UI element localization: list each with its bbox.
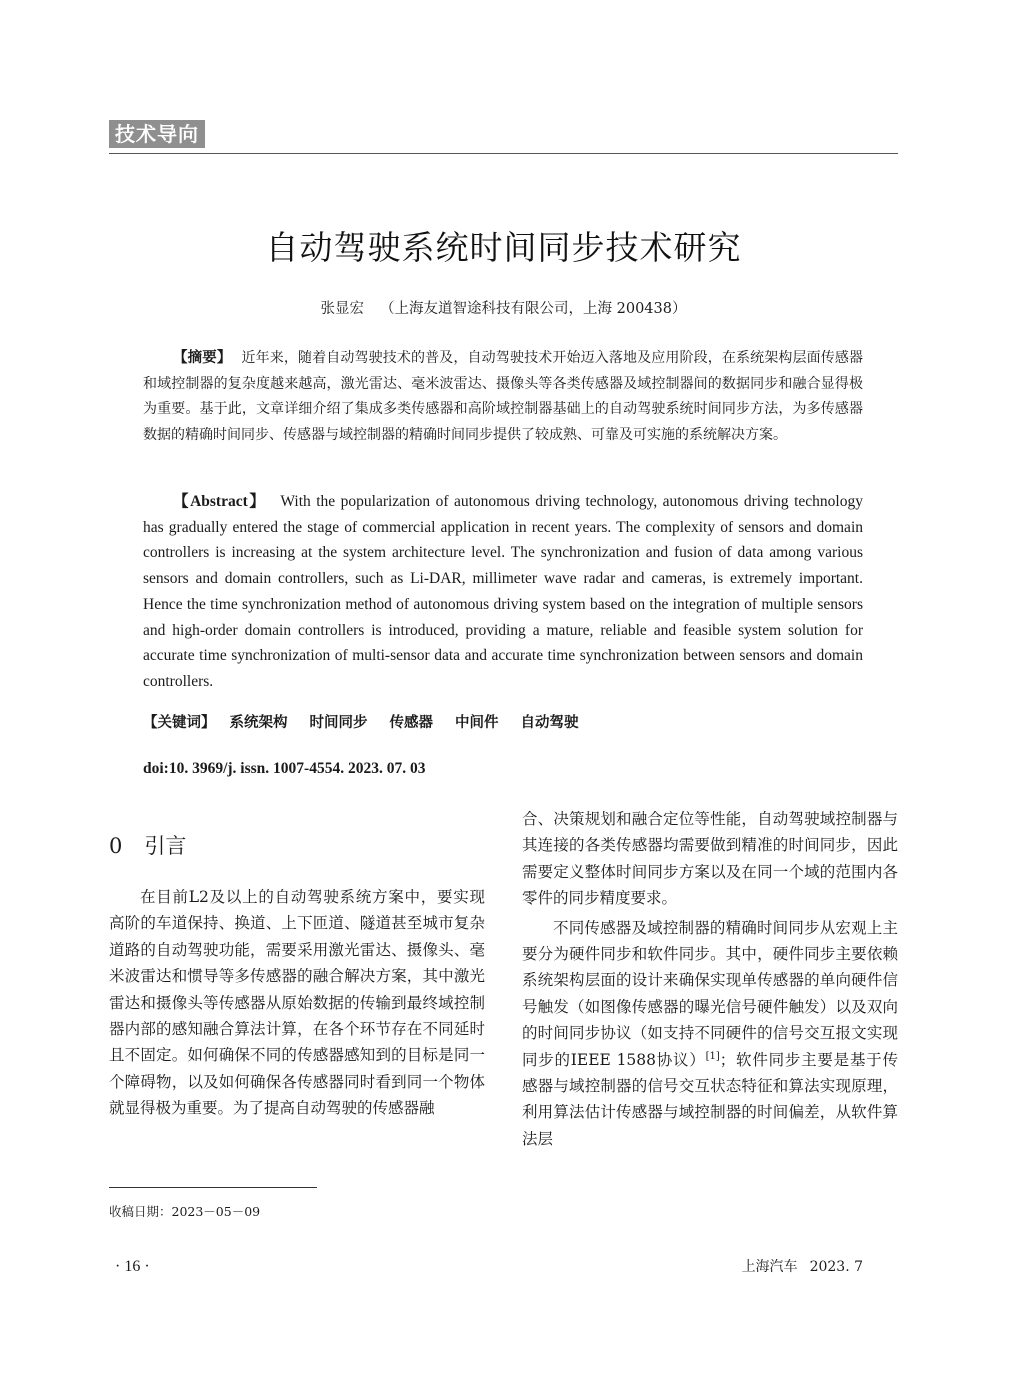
journal-issue: 2023. 7 bbox=[809, 1259, 863, 1275]
section-tag: 技术导向 bbox=[109, 120, 205, 148]
abstract-english bbox=[143, 489, 863, 695]
body-column-left bbox=[109, 884, 485, 1122]
body-text: ；软件同步主要是基于传感器与域控制器的信号交互状态特征和算法实现原理，利用算法估计传感器与域控制器的时间偏差，从软件算法层 bbox=[522, 1050, 898, 1148]
byline bbox=[109, 297, 898, 321]
journal-name: 上海汽车 bbox=[741, 1259, 798, 1275]
author-name: 张显宏 bbox=[320, 301, 365, 317]
footnote-rule bbox=[109, 1187, 317, 1188]
article-title: 自动驾驶系统时间同步技术研究 bbox=[265, 228, 742, 267]
abstract-chinese-text: 近年来，随着自动驾驶技术的普及，自动驾驶技术开始迈入落地及应用阶段，在系统架构层面传感器和域控制器的复杂度越来越高，激光雷达、毫米波雷达、摄像头等各类传感器及域控制器间的数据同步和融合显得极为重要。基于此，文章详细介绍了集成多类传感器和高阶域控制器基础上的自动驾驶系统时间同步方法，为多传感器数据的精确时间同步、传感器与域控制器的精确时间同步提供了较成熟、可靠及可实施的系统解决方案。 bbox=[143, 350, 864, 443]
keyword: 中间件 bbox=[455, 715, 499, 731]
received-date-footnote: 收稿日期：2023－05－09 bbox=[109, 1204, 261, 1219]
keyword: 传感器 bbox=[389, 715, 433, 731]
keyword: 时间同步 bbox=[309, 715, 368, 731]
abstract-english-label: 【Abstract】 bbox=[173, 493, 267, 510]
abstract-chinese bbox=[143, 346, 863, 448]
keyword: 系统架构 bbox=[229, 715, 288, 731]
page-number: · 16 · bbox=[115, 1258, 150, 1275]
section-title: 引言 bbox=[144, 834, 187, 858]
author-affiliation: （上海友道智途科技有限公司，上海 200438） bbox=[380, 301, 687, 317]
abstract-chinese-label: 【摘要】 bbox=[173, 350, 232, 366]
journal-info bbox=[742, 1255, 863, 1279]
body-text: 不同传感器及域控制器的精确时间同步从宏观上主要分为硬件同步和软件同步。其中，硬件同步主要依赖系统架构层面的设计来确保实现单传感器的单向硬件信号触发（如图像传感器的曝光信号硬件触发）以及双向的时间同步协议（如支持不同硬件的信号交互报文实现同步的IEEE 1588协议） bbox=[522, 918, 898, 1069]
keywords bbox=[143, 709, 863, 737]
abstract-english-text: With the popularization of autonomous driving technology, autonomous driving technology has gradually entered the stage of commercial application in recent years. The complexity of sensors and domain controllers is increasing at the system architecture level. The synchronization and fusion of data among various sensors and domain controllers, such as Li-DAR, millimeter wave radar and cameras, is extremely important. Hence the time synchronization method of autonomous driving system based on the integration of multiple sensors and high-order domain controllers is introduced, providing a mature, reliable and feasible system solution for accurate time synchronization of multi-sensor data and accurate time synchronization between sensors and domain controllers. bbox=[143, 493, 863, 690]
keywords-label: 【关键词】 bbox=[143, 715, 216, 731]
header-rule bbox=[109, 153, 898, 154]
citation-marker: [1] bbox=[705, 1050, 720, 1062]
body-paragraph: 合、决策规划和融合定位等性能，自动驾驶域控制器与其连接的各类传感器均需要做到精准的时间同步，因此需要定义整体时间同步方案以及在同一个域的范围内各零件的同步精度要求。 bbox=[522, 810, 898, 908]
doi: doi:10. 3969/j. issn. 1007-4554. 2023. 07. 03 bbox=[143, 760, 426, 777]
section-heading bbox=[109, 830, 186, 862]
body-column-right bbox=[522, 806, 898, 1152]
section-number: 0 bbox=[109, 834, 123, 858]
body-paragraph bbox=[522, 915, 898, 1153]
keyword: 自动驾驶 bbox=[520, 715, 579, 731]
body-paragraph: 在目前L2及以上的自动驾驶系统方案中，要实现高阶的车道保持、换道、上下匝道、隧道甚至城市复杂道路的自动驾驶功能，需要采用激光雷达、摄像头、毫米波雷达和惯导等多传感器的融合解决方案，其中激光雷达和摄像头等传感器从原始数据的传输到最终域控制器内部的感知融合算法计算，在各个环节存在不同延时且不固定。如何确保不同的传感器感知到的目标是同一个障碍物，以及如何确保各传感器同时看到同一个物体就显得极为重要。为了提高自动驾驶的传感器融 bbox=[109, 888, 485, 1118]
